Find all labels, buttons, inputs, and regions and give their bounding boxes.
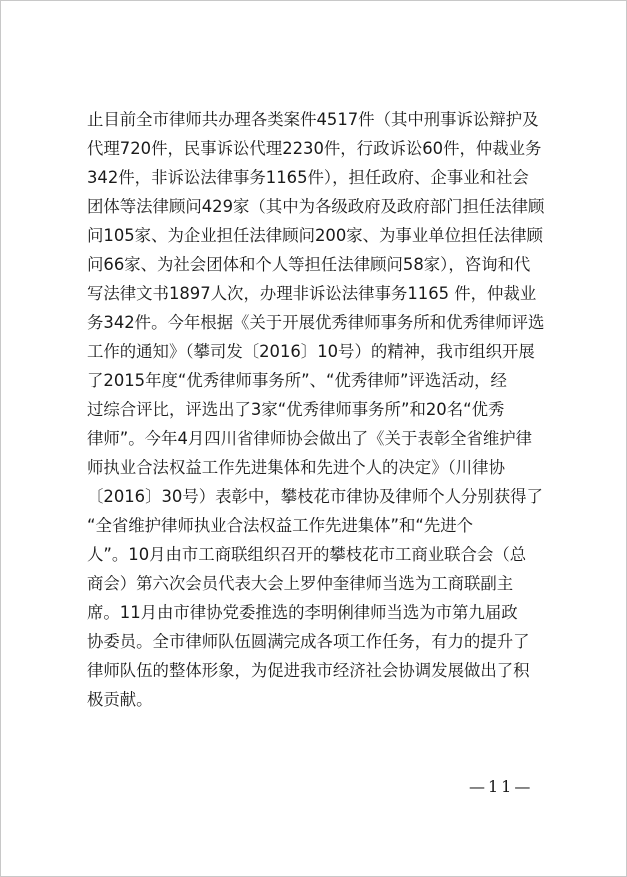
text-line: 协委员。全市律师队伍圆满完成各项工作任务，有力的提升了 xyxy=(87,632,530,651)
text-line: 写法律文书1897人次，办理非诉讼法律事务1165 件，仲裁业 xyxy=(87,284,537,303)
text-line: 律师”。今年4月四川省律师协会做出了《关于表彰全省维护律 xyxy=(87,429,533,448)
text-line: 342件，非诉讼法律事务1165件），担任政府、企事业和社会 xyxy=(87,168,529,187)
text-line: 〔2016〕30号）表彰中，攀枝花市律协及律师个人分别获得了 xyxy=(87,487,543,506)
text-line: 务342件。今年根据《关于开展优秀律师事务所和优秀律师评选 xyxy=(87,313,545,332)
text-line: 问66家、为社会团体和个人等担任法律顾问58家），咨询和代 xyxy=(87,255,531,274)
text-line: 极贡献。 xyxy=(87,690,153,709)
text-line: 席。11月由市律协党委推选的李明俐律师当选为市第九届政 xyxy=(87,603,518,622)
text-line: 商会）第六次会员代表大会上罗仲奎律师当选为工商联副主 xyxy=(87,574,514,593)
text-line: 过综合评比，评选出了3家“优秀律师事务所”和20名“优秀 xyxy=(87,400,505,419)
text-line: 止目前全市律师共办理各类案件4517件（其中刑事诉讼辩护及 xyxy=(87,110,539,129)
text-line: 律师队伍的整体形象，为促进我市经济社会协调发展做出了积 xyxy=(87,661,530,680)
text-line: 团体等法律顾问429家（其中为各级政府及政府部门担任法律顾 xyxy=(87,197,545,216)
text-line: 代理720件，民事诉讼代理2230件，行政诉讼60件，仲裁业务 xyxy=(87,139,542,158)
text-line: 师执业合法权益工作先进集体和先进个人的决定》（川律协 xyxy=(87,458,505,477)
text-line: 人”。10月由市工商联组织召开的攀枝花市工商业联合会（总 xyxy=(87,545,527,564)
text-line: “全省维护律师执业合法权益工作先进集体”和“先进个 xyxy=(87,516,474,535)
text-line: 工作的通知》（攀司发〔2016〕10号）的精神，我市组织开展 xyxy=(87,342,535,361)
body-paragraph xyxy=(87,105,555,714)
page-number: —11— xyxy=(469,777,534,796)
text-line: 了2015年度“优秀律师事务所”、“优秀律师”评选活动，经 xyxy=(87,371,507,390)
text-line: 问105家、为企业担任法律顾问200家、为事业单位担任法律顾 xyxy=(87,226,543,245)
